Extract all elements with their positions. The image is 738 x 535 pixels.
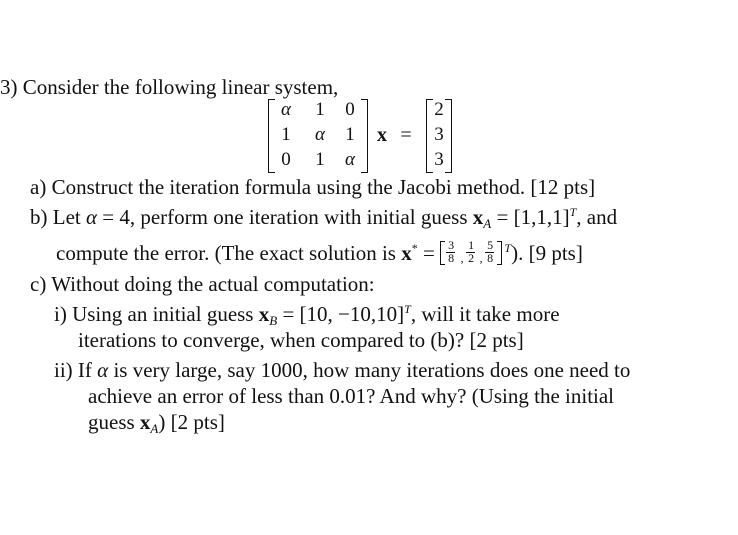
part-c-ii-line1 xyxy=(54,357,630,383)
part-c-text: Without doing the actual computation: xyxy=(51,272,375,296)
part-b-text: = [1,1,1] xyxy=(491,205,570,229)
x-vector: x xyxy=(139,410,151,434)
question-intro: Consider the following linear system, xyxy=(22,75,339,99)
part-c-ii-text: is very large, say 1000, how many iterations does one need to xyxy=(108,358,631,382)
x-star-vector: x xyxy=(401,241,412,265)
fraction-denominator: 8 xyxy=(448,251,455,265)
rhs-vector xyxy=(426,97,452,175)
part-b-text: ). [9 pts] xyxy=(511,241,583,265)
matrix-cell: 1 xyxy=(281,124,291,145)
matrix-cell: α xyxy=(281,99,291,120)
part-b-text: , and xyxy=(576,205,618,229)
part-a-text: Construct the iteration formula using the Jacobi method. [12 pts] xyxy=(51,175,596,199)
part-c-label: c) xyxy=(30,272,47,296)
part-b-text: compute the error. (The exact solution is xyxy=(56,241,402,265)
part-a-label: a) xyxy=(30,175,47,199)
part-b-text: Let xyxy=(52,205,86,229)
part-b-label: b) xyxy=(30,205,48,229)
subscript-a: A xyxy=(150,421,159,436)
matrix-cell: α xyxy=(345,149,355,170)
part-b-text: = 4, perform one iteration with initial guess xyxy=(97,205,473,229)
part-c-ii-label: ii) xyxy=(54,358,73,382)
matrix-cell: 1 xyxy=(345,124,355,145)
coefficient-matrix xyxy=(268,97,368,175)
rhs-cell: 2 xyxy=(434,99,444,120)
subscript-b: B xyxy=(269,313,278,328)
part-c-i-text: iterations to converge, when compared to (b)? [2 pts] xyxy=(78,328,524,352)
transpose-sup: T xyxy=(569,205,577,219)
part-a xyxy=(30,174,595,200)
fraction-denominator: 2 xyxy=(468,251,475,265)
fraction-denominator: 8 xyxy=(487,251,494,265)
alpha-symbol: α xyxy=(85,205,98,229)
part-c-ii-line2 xyxy=(88,383,614,409)
left-bracket xyxy=(268,99,275,173)
matrix-cell: 0 xyxy=(281,149,291,170)
part-c xyxy=(30,271,375,297)
fraction-numerator: 5 xyxy=(487,238,494,252)
comma: , xyxy=(479,251,483,265)
comma: , xyxy=(460,251,464,265)
equals-sign: = xyxy=(400,124,412,146)
part-c-i-text: , will it take more xyxy=(410,302,560,326)
transpose-sup: T xyxy=(404,302,411,316)
matrix-cell: 0 xyxy=(345,99,355,120)
part-c-ii-text: guess xyxy=(88,410,140,434)
right-bracket xyxy=(497,241,502,265)
part-b-line1 xyxy=(30,204,617,230)
left-bracket xyxy=(440,241,445,265)
part-c-ii-line3 xyxy=(88,409,225,435)
x-vector: x xyxy=(472,205,484,229)
part-c-i-label: i) xyxy=(54,302,67,326)
exact-solution-vector xyxy=(440,238,512,266)
fraction-numerator: 3 xyxy=(448,238,455,252)
rhs-cell: 3 xyxy=(434,124,444,145)
x-vector: x xyxy=(258,302,270,326)
matrix-cell: α xyxy=(315,124,325,145)
part-c-i-text: = [10, −10,10] xyxy=(277,302,405,326)
unknown-vector: x xyxy=(377,124,387,146)
matrix-cell: 1 xyxy=(315,149,325,170)
question-number: 3) xyxy=(0,75,18,99)
part-b-text: = xyxy=(417,241,441,265)
transpose-sup: T xyxy=(504,241,512,255)
part-c-ii-text: achieve an error of less than 0.01? And why? (Using the initial xyxy=(88,384,615,408)
rhs-cell: 3 xyxy=(434,149,444,170)
part-c-ii-text: If xyxy=(77,358,98,382)
matrix-cell: 1 xyxy=(315,99,325,120)
part-b-line2 xyxy=(56,240,583,266)
part-c-i-line1 xyxy=(54,301,560,327)
right-bracket xyxy=(361,99,368,173)
subscript-a: A xyxy=(483,216,492,231)
part-c-ii-text: ) [2 pts] xyxy=(158,410,225,434)
fraction-numerator: 1 xyxy=(468,238,475,252)
alpha-symbol: α xyxy=(97,358,109,382)
star-sup: * xyxy=(411,241,418,255)
part-c-i-text: Using an initial guess xyxy=(72,302,259,326)
part-c-i-line2 xyxy=(78,327,524,353)
